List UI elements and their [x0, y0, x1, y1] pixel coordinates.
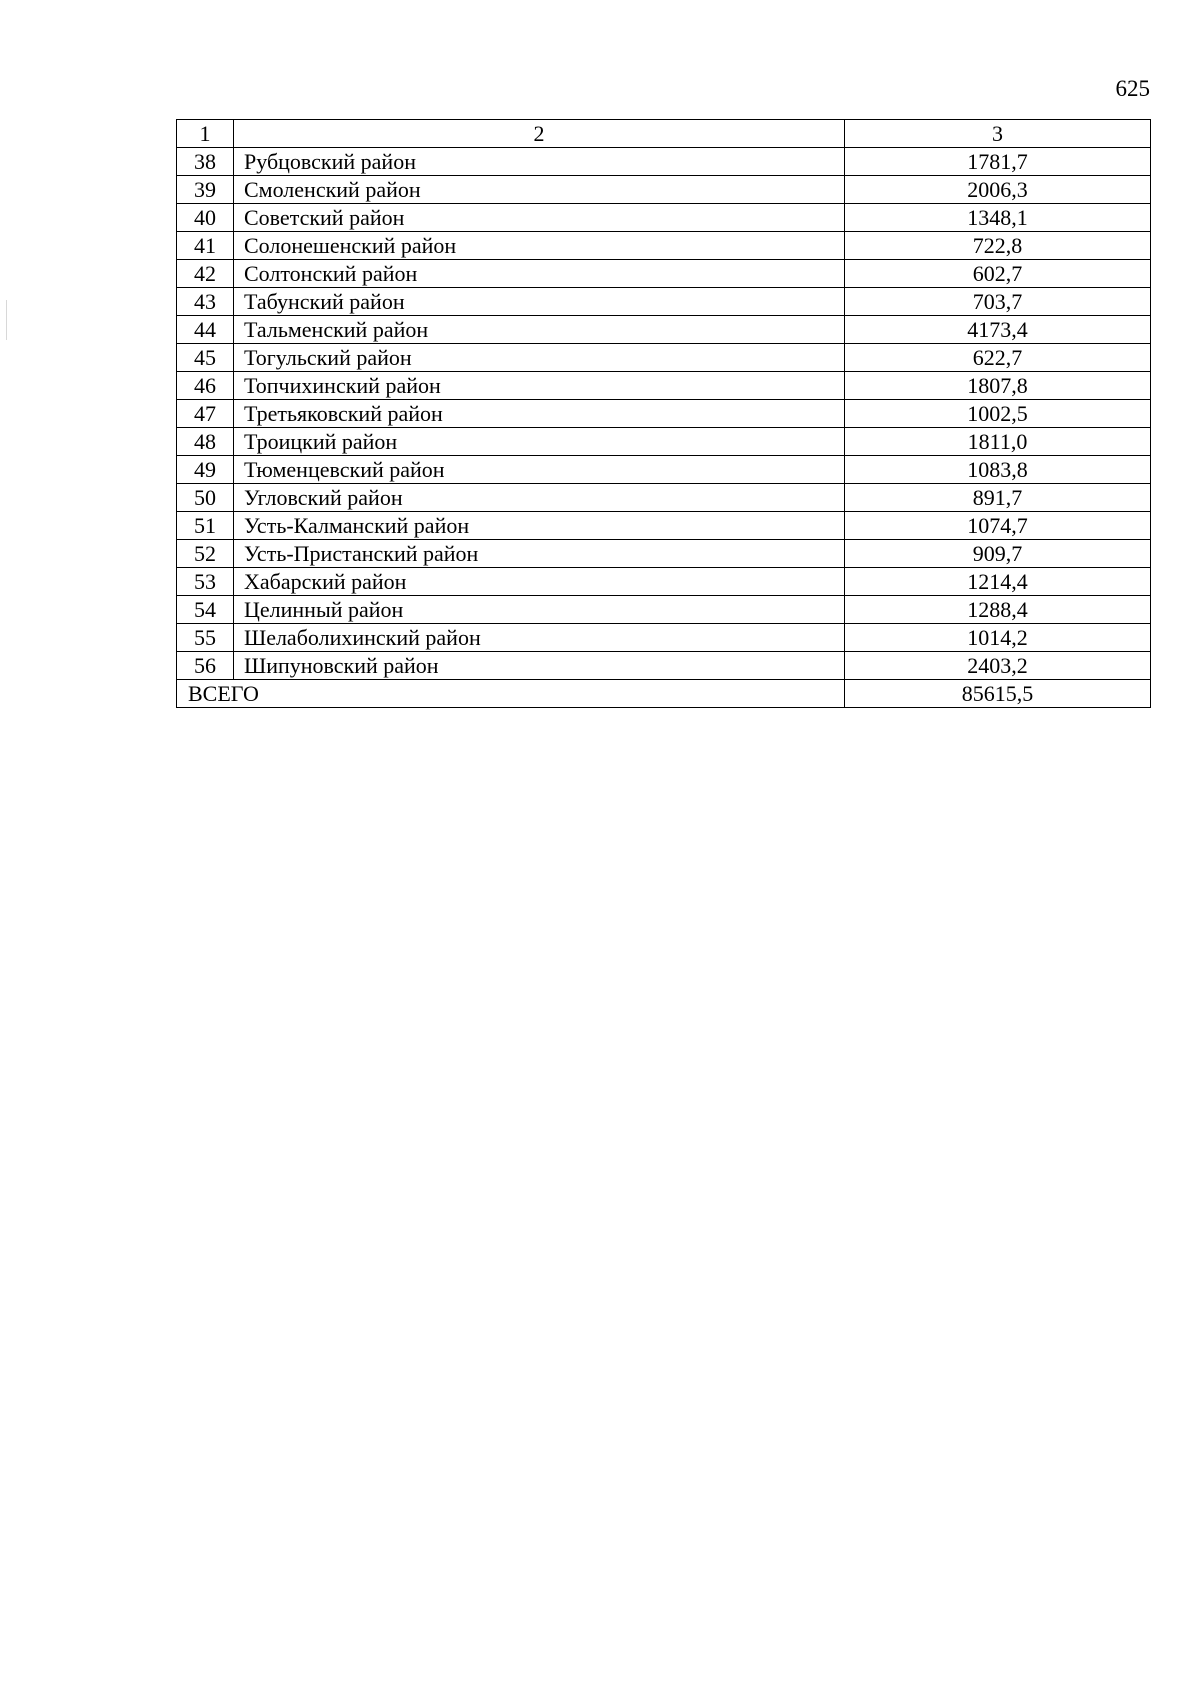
table-row	[177, 204, 1151, 232]
value-cell: 622,7	[845, 344, 1151, 372]
district-name-cell: Солонешенский район	[234, 232, 845, 260]
district-name-cell: Троицкий район	[234, 428, 845, 456]
table-row	[177, 456, 1151, 484]
value-cell: 2403,2	[845, 652, 1151, 680]
value-cell: 1083,8	[845, 456, 1151, 484]
row-number-cell: 50	[177, 484, 234, 512]
value-cell: 2006,3	[845, 176, 1151, 204]
table-row	[177, 596, 1151, 624]
district-name-cell: Советский район	[234, 204, 845, 232]
row-number-cell: 55	[177, 624, 234, 652]
table-row	[177, 344, 1151, 372]
value-cell: 602,7	[845, 260, 1151, 288]
district-name-cell: Топчихинский район	[234, 372, 845, 400]
table-row	[177, 568, 1151, 596]
row-number-cell: 53	[177, 568, 234, 596]
row-number-cell: 46	[177, 372, 234, 400]
table-row	[177, 400, 1151, 428]
table-header-row	[177, 120, 1151, 148]
table-body	[177, 120, 1151, 708]
row-number-cell: 52	[177, 540, 234, 568]
table-row	[177, 232, 1151, 260]
value-cell: 1348,1	[845, 204, 1151, 232]
table-row	[177, 428, 1151, 456]
table-row	[177, 316, 1151, 344]
district-name-cell: Целинный район	[234, 596, 845, 624]
row-number-cell: 44	[177, 316, 234, 344]
district-name-cell: Третьяковский район	[234, 400, 845, 428]
district-name-cell: Рубцовский район	[234, 148, 845, 176]
district-name-cell: Хабарский район	[234, 568, 845, 596]
value-cell: 1074,7	[845, 512, 1151, 540]
table-row	[177, 484, 1151, 512]
value-cell: 1811,0	[845, 428, 1151, 456]
table-row	[177, 540, 1151, 568]
row-number-cell: 49	[177, 456, 234, 484]
table-row	[177, 624, 1151, 652]
district-name-cell: Шелаболихинский район	[234, 624, 845, 652]
table-row	[177, 176, 1151, 204]
row-number-cell: 41	[177, 232, 234, 260]
value-cell: 891,7	[845, 484, 1151, 512]
value-cell: 722,8	[845, 232, 1151, 260]
row-number-cell: 48	[177, 428, 234, 456]
district-name-cell: Тюменцевский район	[234, 456, 845, 484]
total-row	[177, 680, 1151, 708]
value-cell: 1781,7	[845, 148, 1151, 176]
total-value: 85615,5	[845, 680, 1151, 708]
row-number-cell: 51	[177, 512, 234, 540]
value-cell: 703,7	[845, 288, 1151, 316]
district-name-cell: Смоленский район	[234, 176, 845, 204]
table-row	[177, 372, 1151, 400]
value-cell: 1014,2	[845, 624, 1151, 652]
row-number-cell: 54	[177, 596, 234, 624]
row-number-cell: 56	[177, 652, 234, 680]
value-cell: 909,7	[845, 540, 1151, 568]
district-name-cell: Тальменский район	[234, 316, 845, 344]
scan-artifact-line	[6, 300, 7, 340]
value-cell: 1288,4	[845, 596, 1151, 624]
row-number-cell: 39	[177, 176, 234, 204]
district-name-cell: Усть-Калманский район	[234, 512, 845, 540]
row-number-cell: 42	[177, 260, 234, 288]
total-label: ВСЕГО	[177, 680, 845, 708]
allocation-table	[176, 119, 1151, 708]
row-number-cell: 43	[177, 288, 234, 316]
value-cell: 1807,8	[845, 372, 1151, 400]
district-name-cell: Солтонский район	[234, 260, 845, 288]
district-name-cell: Шипуновский район	[234, 652, 845, 680]
row-number-cell: 38	[177, 148, 234, 176]
value-cell: 1002,5	[845, 400, 1151, 428]
table-row	[177, 148, 1151, 176]
district-name-cell: Усть-Пристанский район	[234, 540, 845, 568]
district-name-cell: Табунский район	[234, 288, 845, 316]
value-cell: 1214,4	[845, 568, 1151, 596]
table-row	[177, 512, 1151, 540]
header-col-2: 2	[234, 120, 845, 148]
row-number-cell: 45	[177, 344, 234, 372]
row-number-cell: 47	[177, 400, 234, 428]
district-name-cell: Угловский район	[234, 484, 845, 512]
district-name-cell: Тогульский район	[234, 344, 845, 372]
table-row	[177, 288, 1151, 316]
header-col-1: 1	[177, 120, 234, 148]
table-row	[177, 260, 1151, 288]
page-number: 625	[1115, 76, 1150, 101]
value-cell: 4173,4	[845, 316, 1151, 344]
row-number-cell: 40	[177, 204, 234, 232]
table-row	[177, 652, 1151, 680]
header-col-3: 3	[845, 120, 1151, 148]
